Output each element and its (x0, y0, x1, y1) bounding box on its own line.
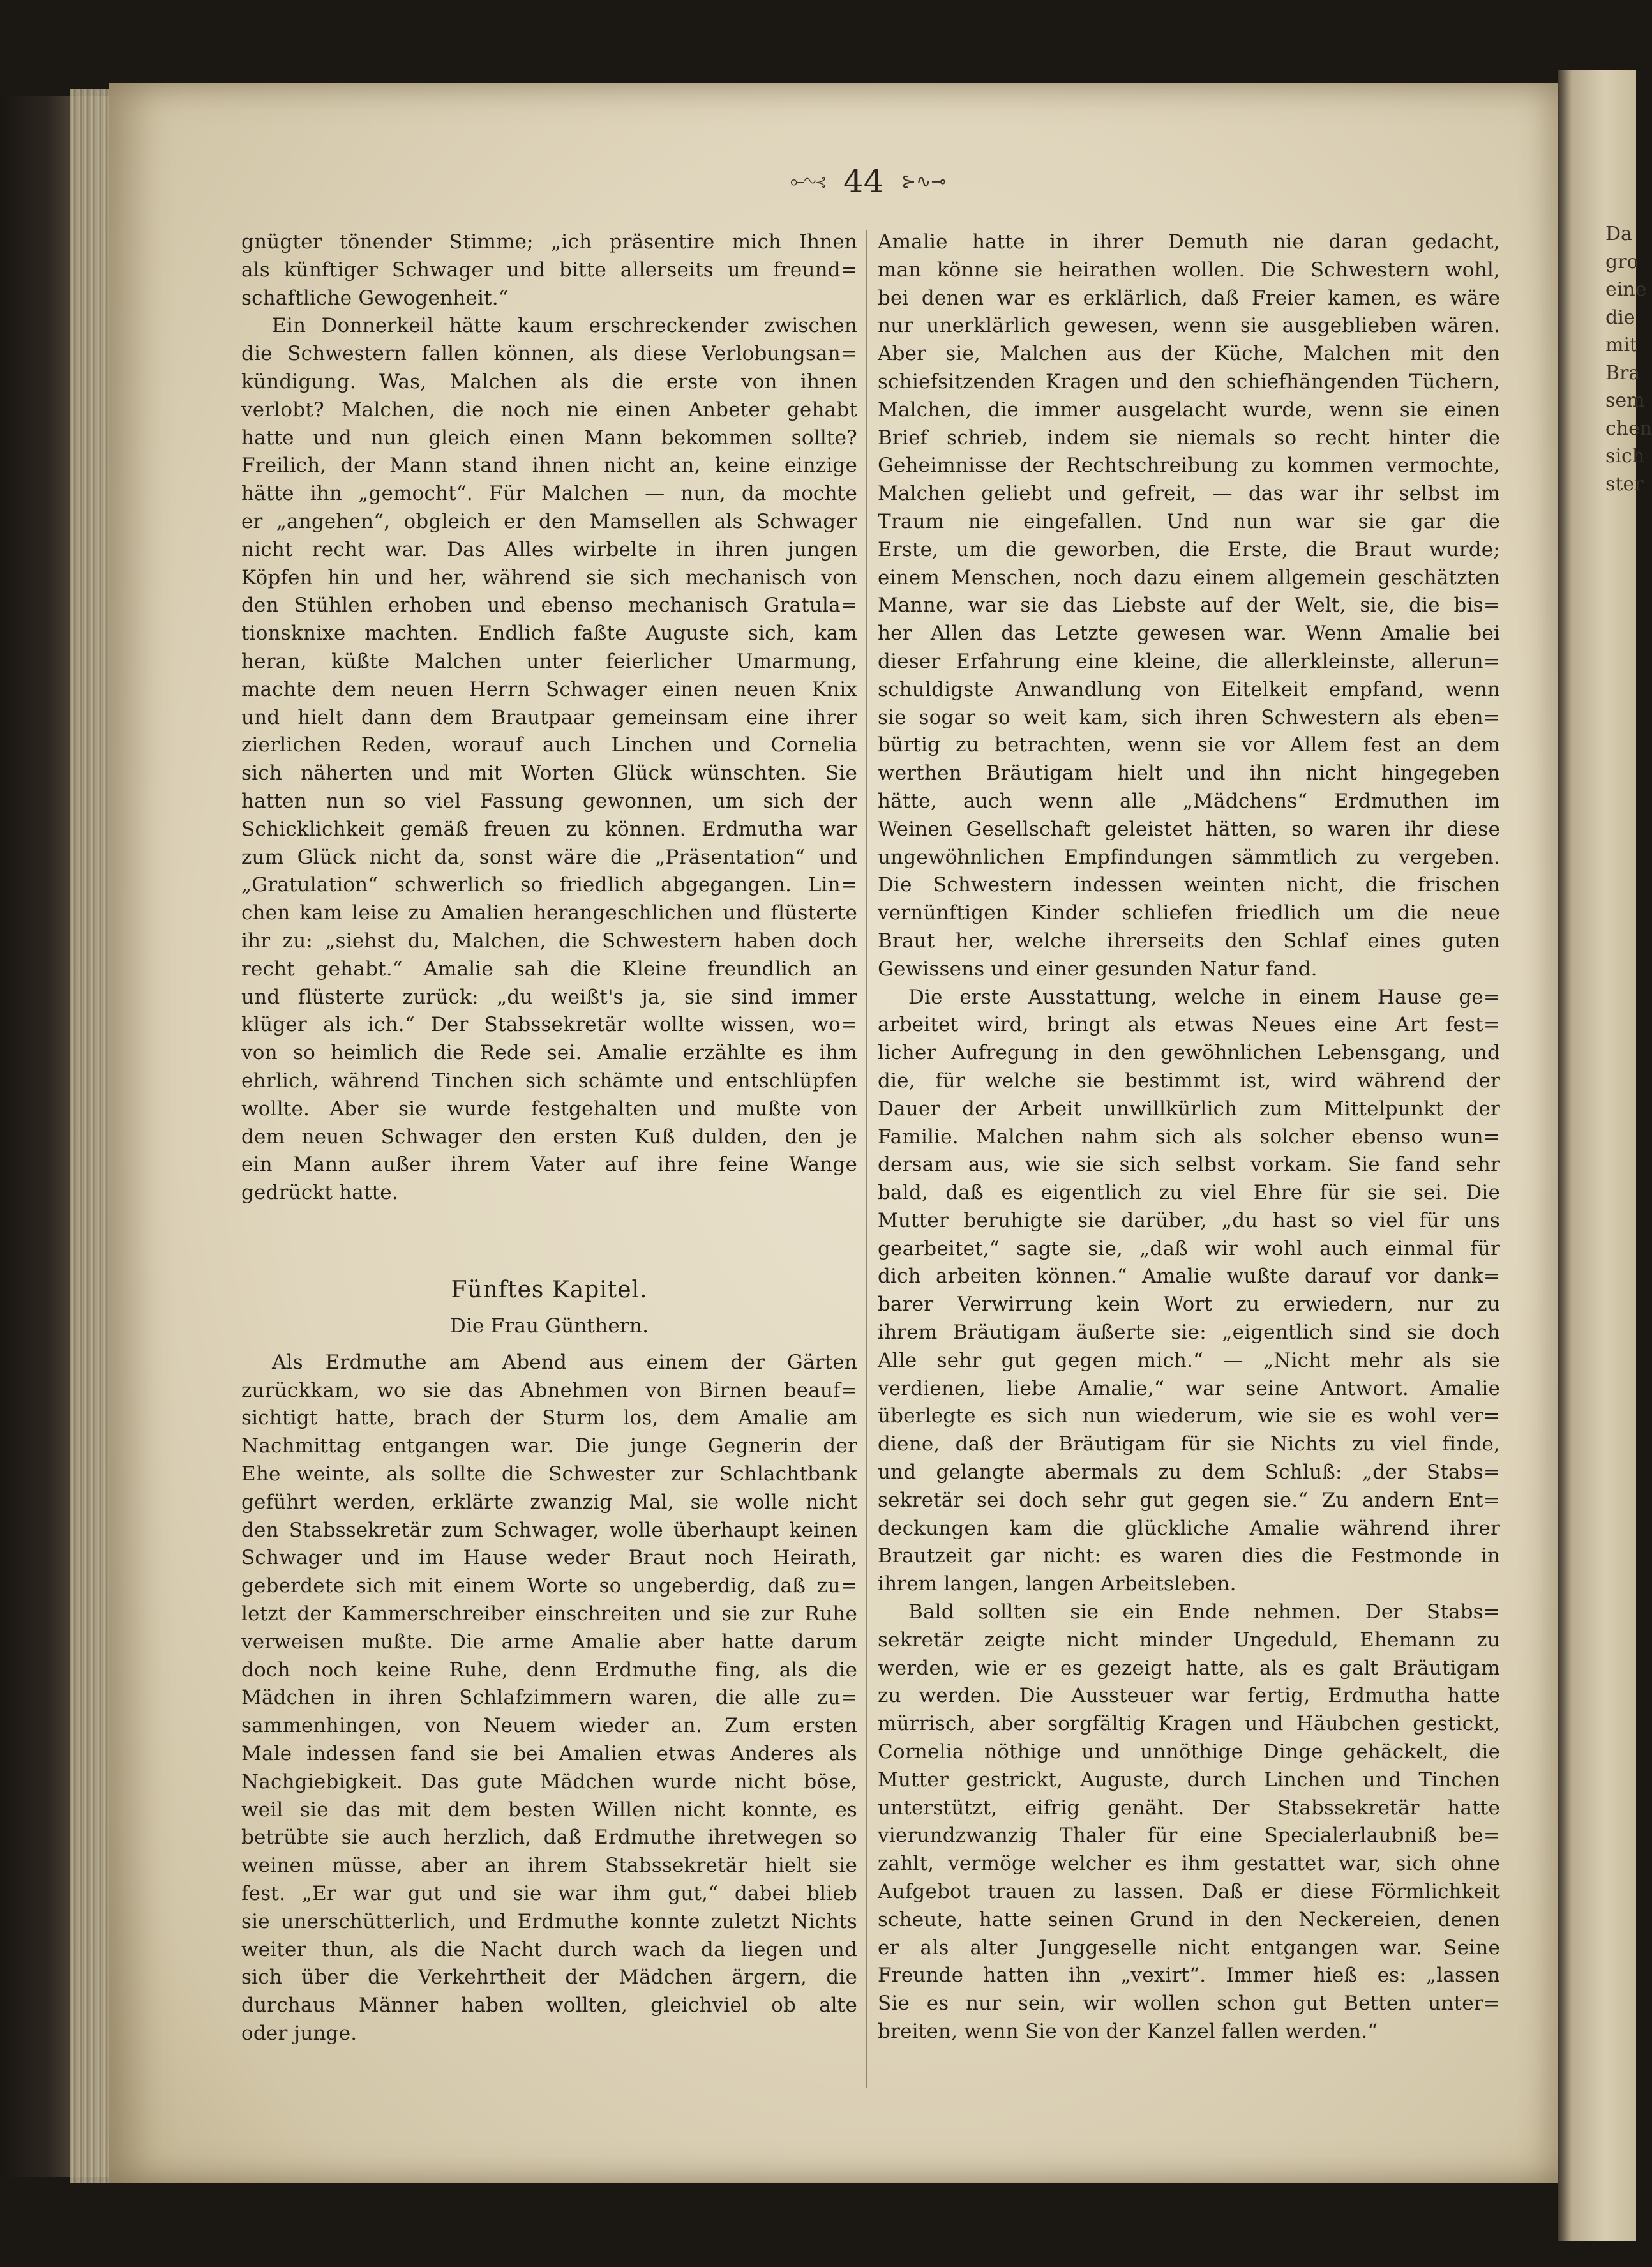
text-line: weiter thun, als die Nacht durch wach da liegen und (241, 1938, 857, 1961)
text-line: Freunde hatten ihn „vexirt“. Immer hieß es: „lassen (878, 1964, 1500, 1987)
text-line: die Schwestern fallen können, als diese Verlobungsan= (241, 342, 857, 366)
adjacent-page-fragment: sich (1605, 445, 1645, 467)
text-line: geführt werden, erklärte zwanzig Mal, sie wolle nicht (241, 1490, 857, 1514)
text-line: gearbeitet,“ sagte sie, „daß wir wohl auch einmal für (878, 1237, 1500, 1260)
text-line: Dauer der Arbeit unwillkürlich zum Mittelpunkt der (878, 1097, 1500, 1120)
text-line: Mutter beruhigte sie darüber, „du hast so viel für uns (878, 1209, 1500, 1232)
text-line: sammenhingen, von Neuem wieder an. Zum ersten (241, 1714, 857, 1738)
adjacent-page-fragment: Bra (1605, 361, 1641, 384)
text-line: durchaus Männer haben wollten, gleichviel ob alte (241, 1994, 857, 2017)
text-line: hatten nun so viel Fassung gewonnen, um sich der (241, 789, 857, 813)
text-line: scheute, hatte seinen Grund in den Neckereien, denen (878, 1908, 1500, 1931)
text-line: zurückkam, wo sie das Abnehmen von Birnen beauf= (241, 1378, 857, 1402)
text-line: ihrem langen, langen Arbeitsleben. (878, 1572, 1236, 1596)
text-line: bei denen war es erklärlich, daß Freier kamen, es wäre (878, 286, 1500, 310)
text-line: werden, wie er es gezeigt hatte, als es galt Bräutigam (878, 1656, 1500, 1680)
text-line: letzt der Kammerschreiber einschreiten und sie zur Ruhe (241, 1602, 857, 1626)
text-line: schaftliche Gewogenheit.“ (241, 286, 509, 310)
text-line: Schicklichkeit gemäß freuen zu können. Erdmutha war (241, 817, 857, 841)
text-line: tionsknixe machten. Endlich faßte Auguste sich, kam (241, 622, 857, 645)
text-line: und flüsterte zurück: „du weißt's ja, sie sind immer (241, 985, 857, 1009)
text-line: Braut her, welche ihrerseits den Schlaf eines guten (878, 929, 1500, 953)
adjacent-page-fragment: eine (1605, 278, 1647, 301)
text-line: Cornelia nöthige und unnöthige Dinge gehäckelt, die (878, 1740, 1500, 1764)
text-line: sich näherten und mit Worten Glück wünschten. Sie (241, 762, 857, 785)
text-line: Familie. Malchen nahm sich als solcher ebenso wun= (878, 1125, 1500, 1149)
text-line: die, für welche sie bestimmt ist, wird während der (878, 1069, 1500, 1092)
chapter-title: Fünftes Kapitel. (451, 1276, 648, 1303)
text-line: Ein Donnerkeil hätte kaum erschreckender zwischen (272, 314, 857, 338)
text-line: weinen müsse, aber an ihrem Stabssekretär hielt sie (241, 1854, 857, 1878)
text-line: vernünftigen Kinder schliefen friedlich um die neue (878, 901, 1500, 925)
ornament-left-icon: ⟜∿⊰ (790, 170, 826, 192)
text-line: nur unerklärlich gewesen, wenn sie ausgeblieben wären. (878, 314, 1500, 338)
text-line: zum Glück nicht da, sonst wäre die „Präsentation“ und (241, 845, 857, 869)
text-line: dich arbeiten können.“ Amalie wußte darauf vor dank= (878, 1265, 1500, 1288)
text-line: Als Erdmuthe am Abend aus einem der Gärten (272, 1350, 857, 1374)
text-line: Erste, um die geworben, die Erste, die Braut wurde; (878, 538, 1500, 561)
text-line: mürrisch, aber sorgfältig Kragen und Häubchen gestickt, (878, 1712, 1500, 1736)
text-line: dieser Erfahrung eine kleine, die allerkleinste, allerun= (878, 649, 1500, 673)
adjacent-page-fragment: mit (1605, 334, 1638, 356)
ornament-right-icon: ⊱∿⊸ (901, 170, 947, 192)
text-line: sie sogar so weit kam, sich ihren Schwestern als eben= (878, 705, 1500, 729)
text-line: klüger als ich.“ Der Stabssekretär wollte wissen, wo= (241, 1013, 857, 1037)
text-line: Nachgiebigkeit. Das gute Mädchen wurde nicht böse, (241, 1770, 857, 1793)
text-line: unterstützt, eifrig genäht. Der Stabssekretär hatte (878, 1796, 1500, 1819)
text-line: sie unerschütterlich, und Erdmuthe konnte zuletzt Nichts (241, 1909, 857, 1933)
text-line: zahlt, vermöge welcher es ihm gestattet war, sich ohne (878, 1852, 1500, 1876)
text-line: sekretär sei doch sehr gut gegen sie.“ Zu andern Ent= (878, 1488, 1500, 1512)
text-line: Weinen Gesellschaft geleistet hätten, so waren ihr diese (878, 817, 1500, 841)
text-line: vierundzwanzig Thaler für eine Specialerlaubniß be= (878, 1824, 1500, 1848)
text-line: ihr zu: „siehst du, Malchen, die Schwestern haben doch (241, 929, 857, 953)
text-line: deckungen kam die glückliche Amalie während ihrer (878, 1516, 1500, 1540)
text-line: einem Menschen, noch dazu einem allgemein geschätzten (878, 566, 1500, 589)
text-line: machte dem neuen Herrn Schwager einen neuen Knix (241, 677, 857, 701)
text-line: überlegte es sich nun wiederum, wie sie es wohl ver= (878, 1405, 1500, 1428)
text-line: Sie es nur sein, wir wollen schon gut Betten unter= (878, 1992, 1500, 2015)
text-line: oder junge. (241, 2022, 357, 2045)
text-line: gnügter tönender Stimme; „ich präsentire mich Ihnen (241, 230, 857, 253)
chapter-subtitle: Die Frau Günthern. (449, 1314, 649, 1337)
text-line: bald, daß es eigentlich zu viel Ehre für sie sei. Die (878, 1181, 1500, 1205)
text-line: dersam aus, wie sie sich selbst vorkam. Sie fand sehr (878, 1153, 1500, 1177)
text-line: hatte und nun gleich einen Mann bekommen sollte? (241, 426, 857, 449)
text-line: gedrückt hatte. (241, 1181, 398, 1205)
text-line: verlobt? Malchen, die noch nie einen Anbeter gehabt (241, 398, 857, 421)
text-line: sich über die Verkehrtheit der Mädchen ärgern, die (241, 1966, 857, 1989)
text-line: zierlichen Reden, worauf auch Linchen und Cornelia (241, 734, 857, 757)
left-column-text-before (241, 229, 857, 1207)
adjacent-page-fragment: chen (1605, 417, 1652, 440)
text-line: zu werden. Die Aussteuer war fertig, Erdmutha hatte (878, 1684, 1500, 1708)
left-text-column (241, 229, 857, 2048)
text-line: bürtig zu betrachten, wenn sie vor Allem fest an dem (878, 734, 1500, 757)
text-line: Geheimnisse der Rechtschreibung zu kommen vermochte, (878, 454, 1500, 478)
text-line: ein Mann außer ihrem Vater auf ihre feine Wange (241, 1153, 857, 1177)
text-line: licher Aufregung in den gewöhnlichen Lebensgang, und (878, 1041, 1500, 1065)
text-line: hätte, auch wenn alle „Mädchens“ Erdmuthen im (878, 789, 1500, 813)
text-line: Brautzeit gar nicht: es waren dies die Festmonde in (878, 1544, 1500, 1568)
text-line: nicht recht war. Das Alles wirbelte in ihren jungen (241, 538, 857, 561)
text-line: verweisen mußte. Die arme Amalie aber hatte darum (241, 1630, 857, 1653)
text-line: Freilich, der Mann stand ihnen nicht an, keine einzige (241, 454, 857, 478)
text-line: ihrem Bräutigam äußerte sie: „eigentlich sind sie doch (878, 1321, 1500, 1344)
text-line: Die Schwestern indessen weinten nicht, die frischen (878, 873, 1500, 897)
text-line: her Allen das Letzte gewesen war. Wenn Amalie bei (878, 622, 1500, 645)
text-line: fest. „Er war gut und sie war ihm gut,“ dabei blieb (241, 1882, 857, 1906)
text-line: den Stabssekretär zum Schwager, wolle überhaupt keinen (241, 1518, 857, 1542)
text-line: Die erste Ausstattung, welche in einem Hause ge= (908, 985, 1500, 1009)
text-line: heran, küßte Malchen unter feierlicher Umarmung, (241, 649, 857, 673)
adjacent-page-fragment: ster (1605, 472, 1644, 495)
text-line: „Gratulation“ schwerlich so friedlich abgegangen. Lin= (241, 873, 857, 897)
text-line: arbeitet wird, bringt als etwas Neues eine Art fest= (878, 1013, 1500, 1037)
adjacent-page-text-fragments (1605, 220, 1652, 498)
text-line: ehrlich, während Tinchen sich schämte und entschlüpfen (241, 1069, 857, 1092)
text-line: Aber sie, Malchen aus der Küche, Malchen mit den (878, 342, 1500, 366)
text-line: doch noch keine Ruhe, denn Erdmuthe fing, als die (241, 1658, 857, 1682)
text-line: und hielt dann dem Brautpaar gemeinsam eine ihrer (241, 705, 857, 729)
text-line: den Stühlen erhoben und ebenso mechanisch Gratula= (241, 594, 857, 617)
text-line: Malchen, die immer ausgelacht wurde, wenn sie einen (878, 398, 1500, 421)
text-line: verdienen, liebe Amalie,“ war seine Antwort. Amalie (878, 1376, 1500, 1400)
text-line: betrübte sie auch herzlich, daß Erdmuthe ihretwegen so (241, 1826, 857, 1849)
text-line: chen kam leise zu Amalien herangeschlichen und flüsterte (241, 901, 857, 925)
text-line: recht gehabt.“ Amalie sah die Kleine freundlich an (241, 957, 857, 981)
text-line: Mädchen in ihren Schlafzimmern waren, die alle zu= (241, 1686, 857, 1710)
text-line: kündigung. Was, Malchen als die erste von ihnen (241, 370, 857, 393)
right-column-text (878, 229, 1500, 2046)
text-line: Brief schrieb, indem sie niemals so recht hinter die (878, 426, 1500, 449)
adjacent-page-fragment: die (1605, 306, 1635, 329)
page-number: 44 (843, 163, 884, 200)
text-line: barer Verwirrung kein Wort zu erwiedern, nur zu (878, 1293, 1500, 1316)
text-line: diene, daß der Bräutigam für sie Nichts zu viel finde, (878, 1433, 1500, 1456)
text-line: Gewissens und einer gesunden Natur fand. (878, 957, 1318, 981)
text-line: er „angehen“, obgleich er den Mamsellen als Schwager (241, 509, 857, 533)
column-divider (866, 230, 867, 2088)
text-line: weil sie das mit dem besten Willen nicht konnte, es (241, 1798, 857, 1821)
left-column-text-after (241, 1349, 857, 2048)
text-line: breiten, wenn Sie von der Kanzel fallen werden.“ (878, 2020, 1378, 2043)
text-line: man könne sie heirathen wollen. Die Schwestern wohl, (878, 258, 1500, 282)
adjacent-page-fragment: Da (1605, 223, 1632, 245)
text-line: Ehe weinte, als sollte die Schwester zur Schlachtbank (241, 1463, 857, 1486)
text-line: Traum nie eingefallen. Und nun war sie gar die (878, 509, 1500, 533)
text-line: Mutter gestrickt, Auguste, durch Linchen und Tinchen (878, 1768, 1500, 1791)
text-line: wollte. Aber sie wurde festgehalten und mußte von (241, 1097, 857, 1120)
text-line: Amalie hatte in ihrer Demuth nie daran gedacht, (878, 230, 1500, 253)
text-line: ungewöhnlichen Empfindungen sämmtlich zu vergeben. (878, 845, 1500, 869)
text-line: Male indessen fand sie bei Amalien etwas Anderes als (241, 1742, 857, 1766)
text-line: hätte ihn „gemocht“. Für Malchen — nun, da mochte (241, 482, 857, 506)
page-header (753, 163, 983, 201)
text-line: Manne, war sie das Liebste auf der Welt, sie, die bis= (878, 594, 1500, 617)
text-line: Aufgebot trauen zu lassen. Daß er diese Förmlichkeit (878, 1880, 1500, 1904)
text-line: sichtigt hatte, brach der Sturm los, dem Amalie am (241, 1406, 857, 1430)
text-line: Bald sollten sie ein Ende nehmen. Der Stabs= (908, 1600, 1500, 1624)
text-line: schuldigste Anwandlung von Eitelkeit empfand, wenn (878, 677, 1500, 701)
text-line: Köpfen hin und her, während sie sich mechanisch von (241, 566, 857, 589)
adjacent-page-fragment: gro (1605, 250, 1639, 273)
text-line: geberdete sich mit einem Worte so ungeberdig, daß zu= (241, 1574, 857, 1598)
text-line: Malchen geliebt und gefreit, — das war ihr selbst im (878, 482, 1500, 506)
text-line: schiefsitzenden Kragen und den schiefhängenden Tüchern, (878, 370, 1500, 393)
text-line: Nachmittag entgangen war. Die junge Gegnerin der (241, 1435, 857, 1458)
text-line: als künftiger Schwager und bitte allerseits um freund= (241, 258, 857, 282)
text-line: sekretär zeigte nicht minder Ungeduld, Ehemann zu (878, 1628, 1500, 1652)
text-line: dem neuen Schwager den ersten Kuß dulden, den je (241, 1125, 857, 1149)
text-line: und gelangte abermals zu dem Schluß: „der Stabs= (878, 1461, 1500, 1484)
text-line: von so heimlich die Rede sei. Amalie erzählte es ihm (241, 1041, 857, 1065)
adjacent-page-fragment: sem (1605, 389, 1645, 412)
text-line: Schwager und im Hause weder Braut noch Heirath, (241, 1546, 857, 1570)
chapter-gap (241, 1207, 857, 1272)
text-line: Alle sehr gut gegen mich.“ — „Nicht mehr als sie (878, 1348, 1500, 1372)
text-line: er als alter Junggeselle nicht entgangen war. Seine (878, 1936, 1500, 1959)
text-line: werthen Bräutigam hielt und ihn nicht hingegeben (878, 762, 1500, 785)
right-text-column (878, 229, 1500, 2046)
